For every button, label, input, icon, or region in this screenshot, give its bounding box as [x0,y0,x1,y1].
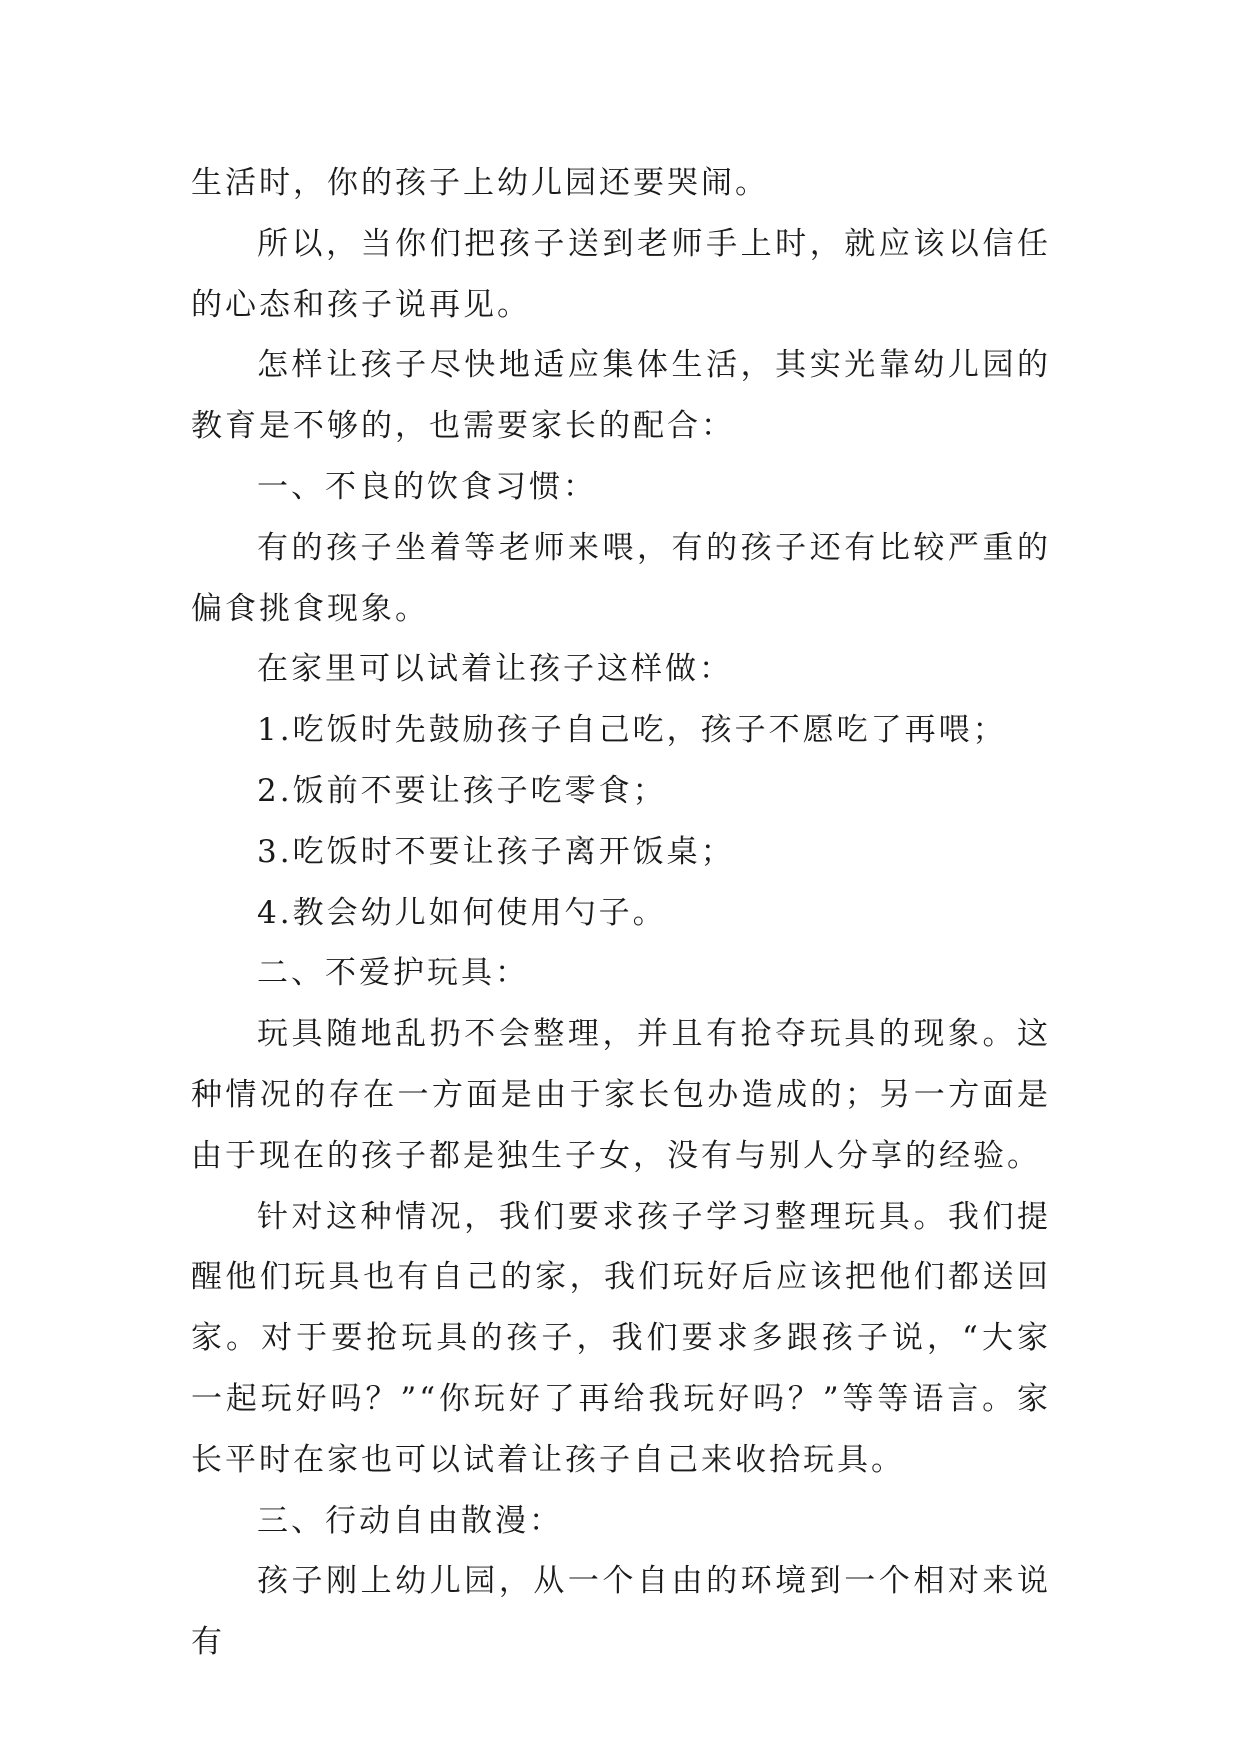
section-heading: 一、不良的饮食习惯： [257,468,597,505]
list-item: 3.吃饭时不要让孩子离开饭桌； [257,833,735,870]
paragraph: 孩子刚上幼儿园，从一个自由的环境到一个相对来说有 [191,1563,1051,1661]
list-item: 2.饭前不要让孩子吃零食； [257,772,667,809]
paragraph: 在家里可以试着让孩子这样做： [257,651,733,688]
paragraph: 有的孩子坐着等老师来喂，有的孩子还有比较严重的偏食挑食现象。 [191,529,1051,627]
list-item: 1.吃饭时先鼓励孩子自己吃，孩子不愿吃了再喂； [257,712,1007,749]
paragraph: 针对这种情况，我们要求孩子学习整理玩具。我们提醒他们玩具也有自己的家，我们玩好后应该把他们都送回家。对于要抢玩具的孩子，我们要求多跟孩子说，“大家一起玩好吗？”“你玩好了再给我玩好吗？”等等语言。家长平时在家也可以试着让孩子自己来收拾玩具。 [191,1198,1051,1478]
paragraph: 生活时，你的孩子上幼儿园还要哭闹。 [191,165,769,201]
document-body [191,153,1051,1673]
paragraph: 玩具随地乱扔不会整理，并且有抢夺玩具的现象。这种情况的存在一方面是由于家长包办造成的；另一方面是由于现在的孩子都是独生子女，没有与别人分享的经验。 [191,1016,1051,1174]
section-heading: 二、不爱护玩具： [257,955,529,992]
paragraph: 所以，当你们把孩子送到老师手上时，就应该以信任的心态和孩子说再见。 [191,225,1051,323]
section-heading: 三、行动自由散漫： [257,1502,563,1539]
list-item: 4.教会幼儿如何使用勺子。 [257,894,667,931]
paragraph: 怎样让孩子尽快地适应集体生活，其实光靠幼儿园的教育是不够的，也需要家长的配合： [191,347,1051,445]
